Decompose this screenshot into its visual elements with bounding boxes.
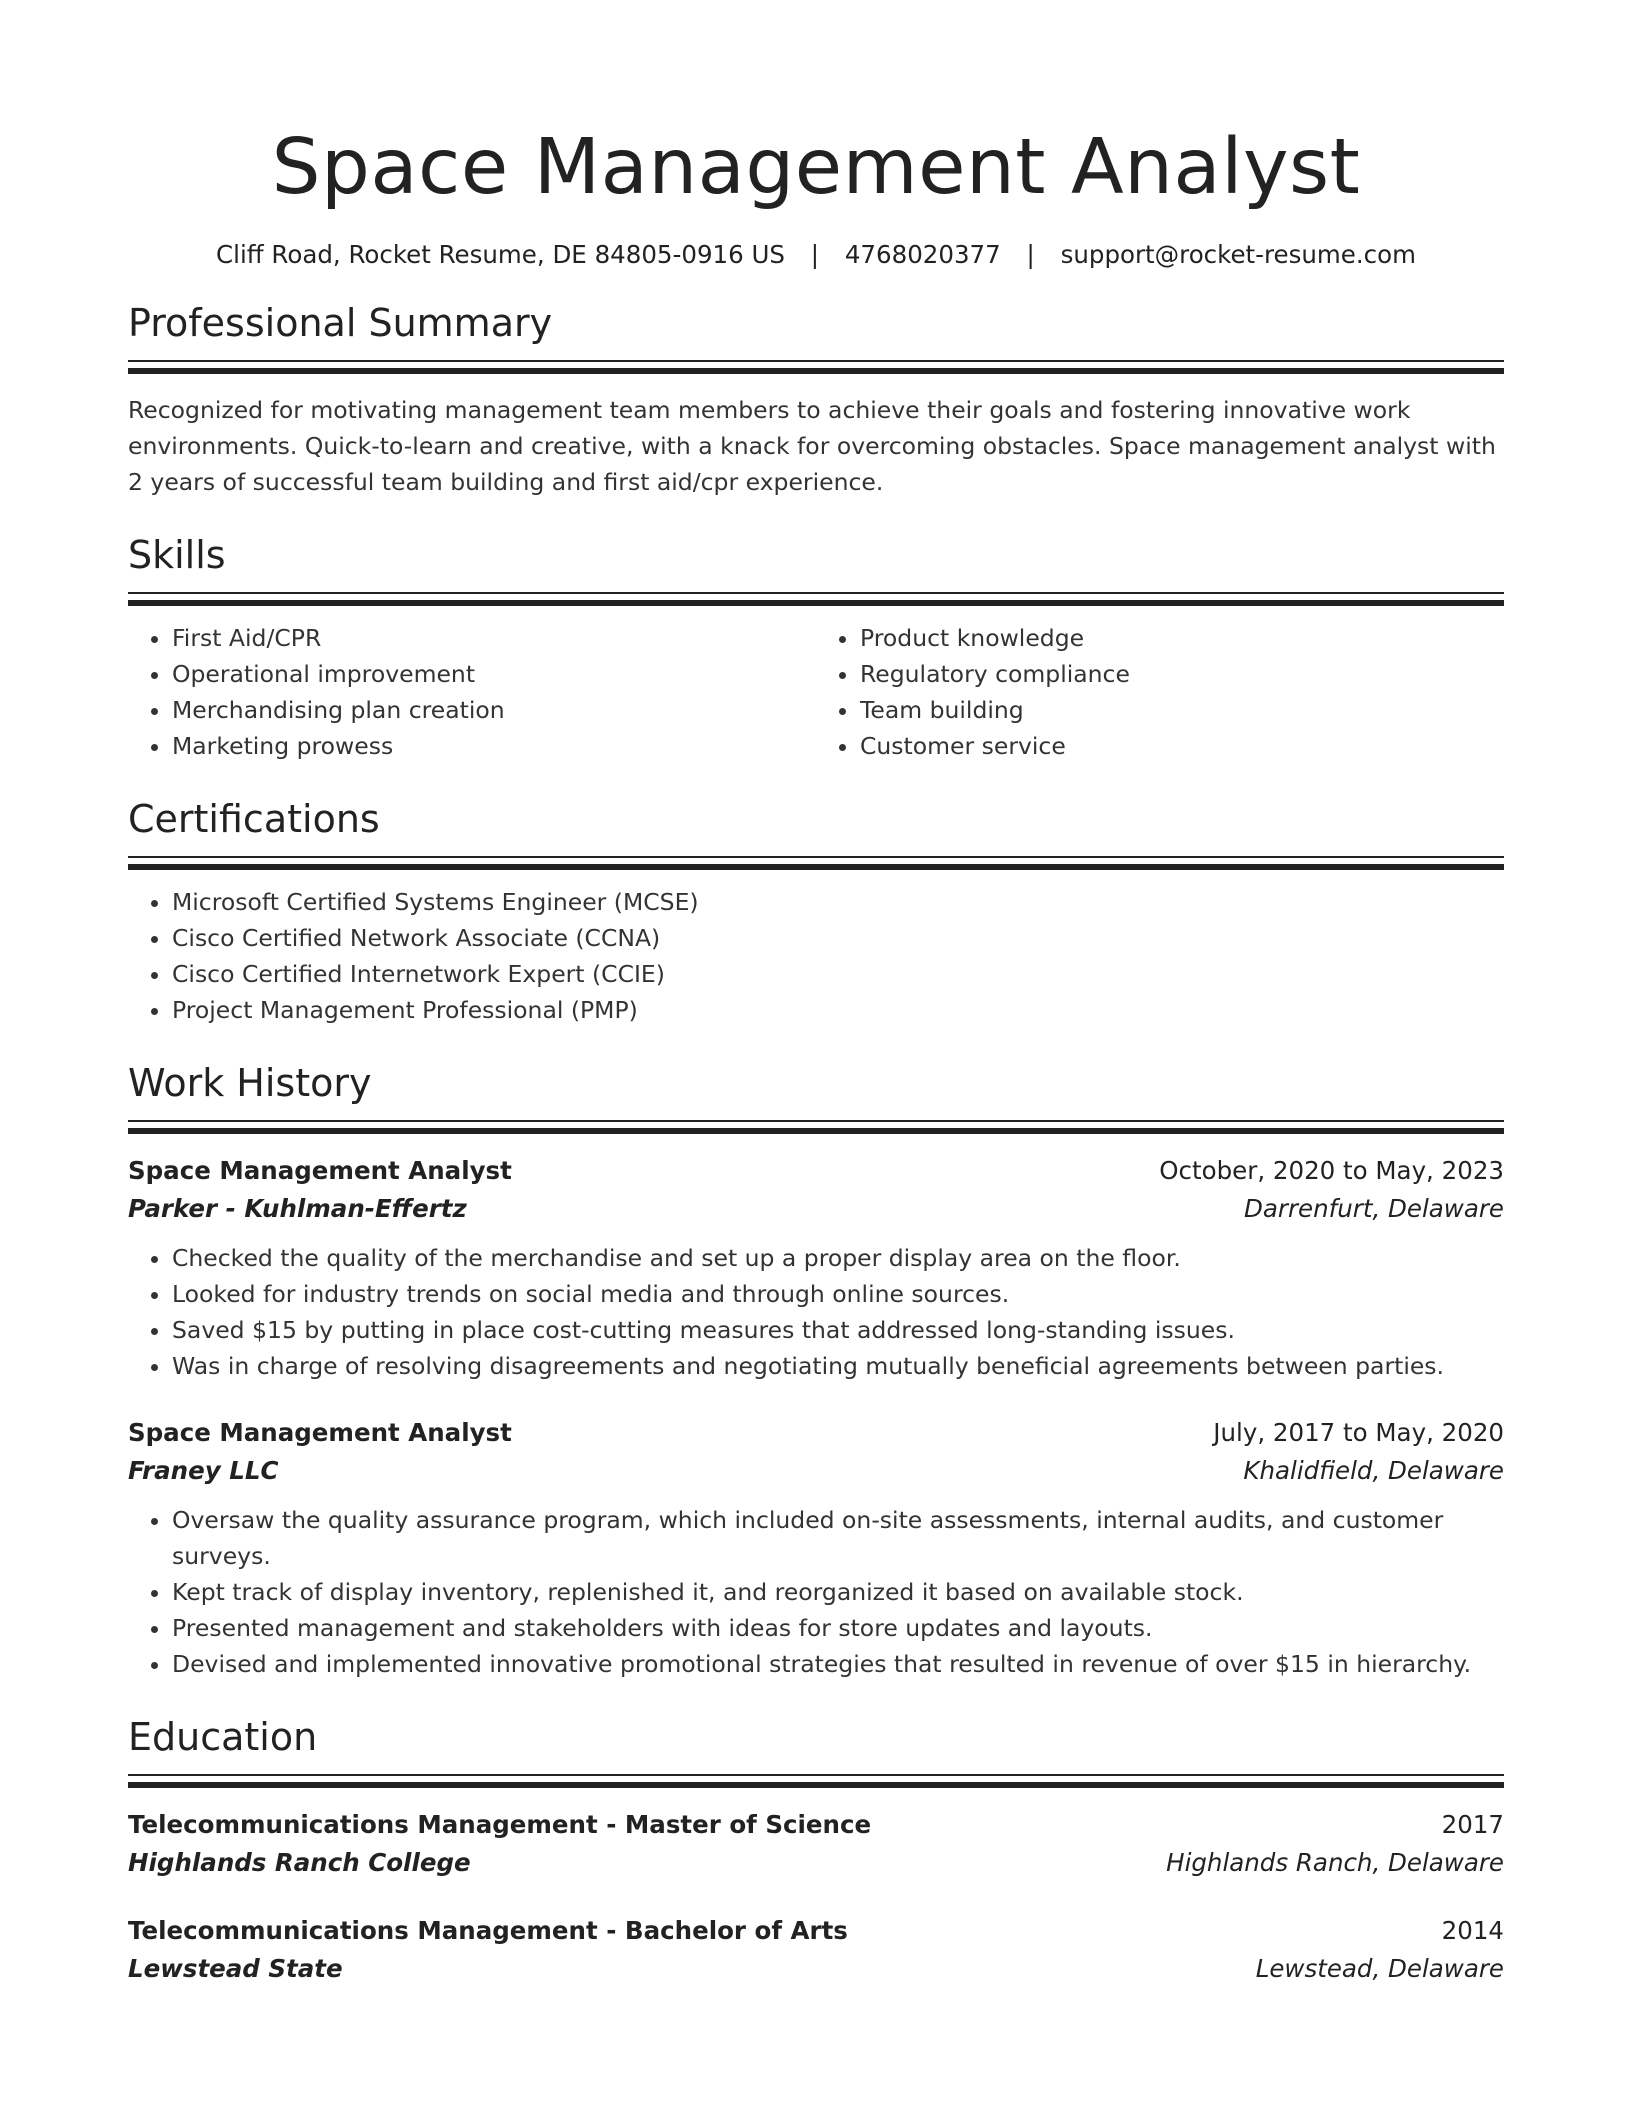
contact-phone: 4768020377	[844, 240, 1001, 269]
section-divider	[128, 360, 1504, 374]
education-year: 2014	[1441, 1916, 1504, 1945]
education-entry	[128, 1912, 1504, 1988]
job-bullet: • Saved $15 by putting in place cost-cutting measures that addressed long-standing issues.	[172, 1312, 1504, 1348]
job-bullet: • Presented management and stakeholders with ideas for store updates and layouts.	[172, 1610, 1504, 1646]
job-company: Franey LLC	[128, 1456, 279, 1485]
job-company-row	[128, 1190, 1504, 1228]
section-title-skills: Skills	[128, 533, 226, 577]
resume-name: Space Management Analyst	[271, 123, 1361, 212]
job-bullet: • Checked the quality of the merchandise and set up a proper display area on the floor.	[172, 1240, 1504, 1276]
section-divider	[128, 856, 1504, 870]
education-school: Highlands Ranch College	[128, 1848, 471, 1877]
education-location: Highlands Ranch, Delaware	[1166, 1848, 1504, 1877]
skill-item: • Team building	[860, 692, 1504, 728]
job-entry	[128, 1152, 1504, 1384]
education-school-row	[128, 1950, 1504, 1988]
certification-item: • Cisco Certified Internetwork Expert (CCIE)	[172, 956, 1504, 992]
job-bullets	[128, 1502, 1504, 1682]
job-location: Khalidfield, Delaware	[1243, 1456, 1504, 1485]
skill-item: • Marketing prowess	[172, 728, 816, 764]
job-company: Parker - Kuhlman-Effertz	[128, 1194, 467, 1223]
contact-separator: |	[1026, 240, 1035, 269]
skill-item: • Merchandising plan creation	[172, 692, 816, 728]
job-bullet: • Was in charge of resolving disagreements and negotiating mutually beneficial agreements between parties.	[172, 1348, 1504, 1384]
skills-list-left	[128, 620, 816, 764]
certification-item: • Microsoft Certified Systems Engineer (MCSE)	[172, 884, 1504, 920]
job-dates: July, 2017 to May, 2020	[1213, 1418, 1504, 1447]
job-title: Space Management Analyst	[128, 1156, 512, 1185]
job-header-row	[128, 1152, 1504, 1190]
job-bullet: • Devised and implemented innovative promotional strategies that resulted in revenue of over $15 in hierarchy.	[172, 1646, 1504, 1682]
section-title-work-history: Work History	[128, 1061, 372, 1105]
section-divider	[128, 1774, 1504, 1788]
contact-line	[128, 238, 1504, 272]
summary-text: Recognized for motivating management team members to achieve their goals and fostering innovative work environments. Quick-to-learn and creative, with a knack for overcoming obstacles. Space management analyst with 2 years of successful team building and first aid/cpr experience.	[128, 396, 1496, 496]
skill-item: • Operational improvement	[172, 656, 816, 692]
skill-item: • Regulatory compliance	[860, 656, 1504, 692]
education-entry	[128, 1806, 1504, 1882]
contact-address: Cliff Road, Rocket Resume, DE 84805-0916 US	[216, 240, 785, 269]
skills-list-right	[816, 620, 1504, 764]
education-section	[128, 1712, 1504, 1988]
contact-separator: |	[810, 240, 820, 269]
certification-item: • Project Management Professional (PMP)	[172, 992, 1504, 1028]
job-header-row	[128, 1414, 1504, 1452]
job-bullet: • Oversaw the quality assurance program, which included on-site assessments, internal audits, and customer surveys.	[172, 1502, 1504, 1574]
job-location: Darrenfurt, Delaware	[1244, 1194, 1504, 1223]
certifications-section	[128, 794, 1504, 1028]
job-bullets	[128, 1240, 1504, 1384]
section-divider	[128, 1120, 1504, 1134]
education-school-row	[128, 1844, 1504, 1882]
certifications-list	[128, 884, 1504, 1028]
education-school: Lewstead State	[128, 1954, 343, 1983]
skill-item: • Product knowledge	[860, 620, 1504, 656]
job-entry	[128, 1414, 1504, 1682]
job-bullet: • Looked for industry trends on social media and through online sources.	[172, 1276, 1504, 1312]
skill-item: • First Aid/CPR	[172, 620, 816, 656]
education-degree: Telecommunications Management - Master of Science	[128, 1810, 872, 1839]
skills-section	[128, 530, 1504, 764]
work-history-section	[128, 1058, 1504, 1682]
education-location: Lewstead, Delaware	[1255, 1954, 1504, 1983]
job-dates: October, 2020 to May, 2023	[1159, 1156, 1504, 1185]
summary-section	[128, 298, 1504, 500]
section-title-summary: Professional Summary	[128, 301, 553, 345]
education-header-row	[128, 1912, 1504, 1950]
skills-columns	[128, 606, 1504, 764]
job-company-row	[128, 1452, 1504, 1490]
education-year: 2017	[1441, 1810, 1504, 1839]
section-divider	[128, 592, 1504, 606]
skill-item: • Customer service	[860, 728, 1504, 764]
job-title: Space Management Analyst	[128, 1418, 512, 1447]
job-bullet: • Kept track of display inventory, replenished it, and reorganized it based on available stock.	[172, 1574, 1504, 1610]
section-title-education: Education	[128, 1715, 318, 1759]
section-title-certifications: Certifications	[128, 797, 380, 841]
certification-item: • Cisco Certified Network Associate (CCNA)	[172, 920, 1504, 956]
education-header-row	[128, 1806, 1504, 1844]
education-degree: Telecommunications Management - Bachelor of Arts	[128, 1916, 848, 1945]
contact-email: support@rocket-resume.com	[1060, 240, 1416, 269]
